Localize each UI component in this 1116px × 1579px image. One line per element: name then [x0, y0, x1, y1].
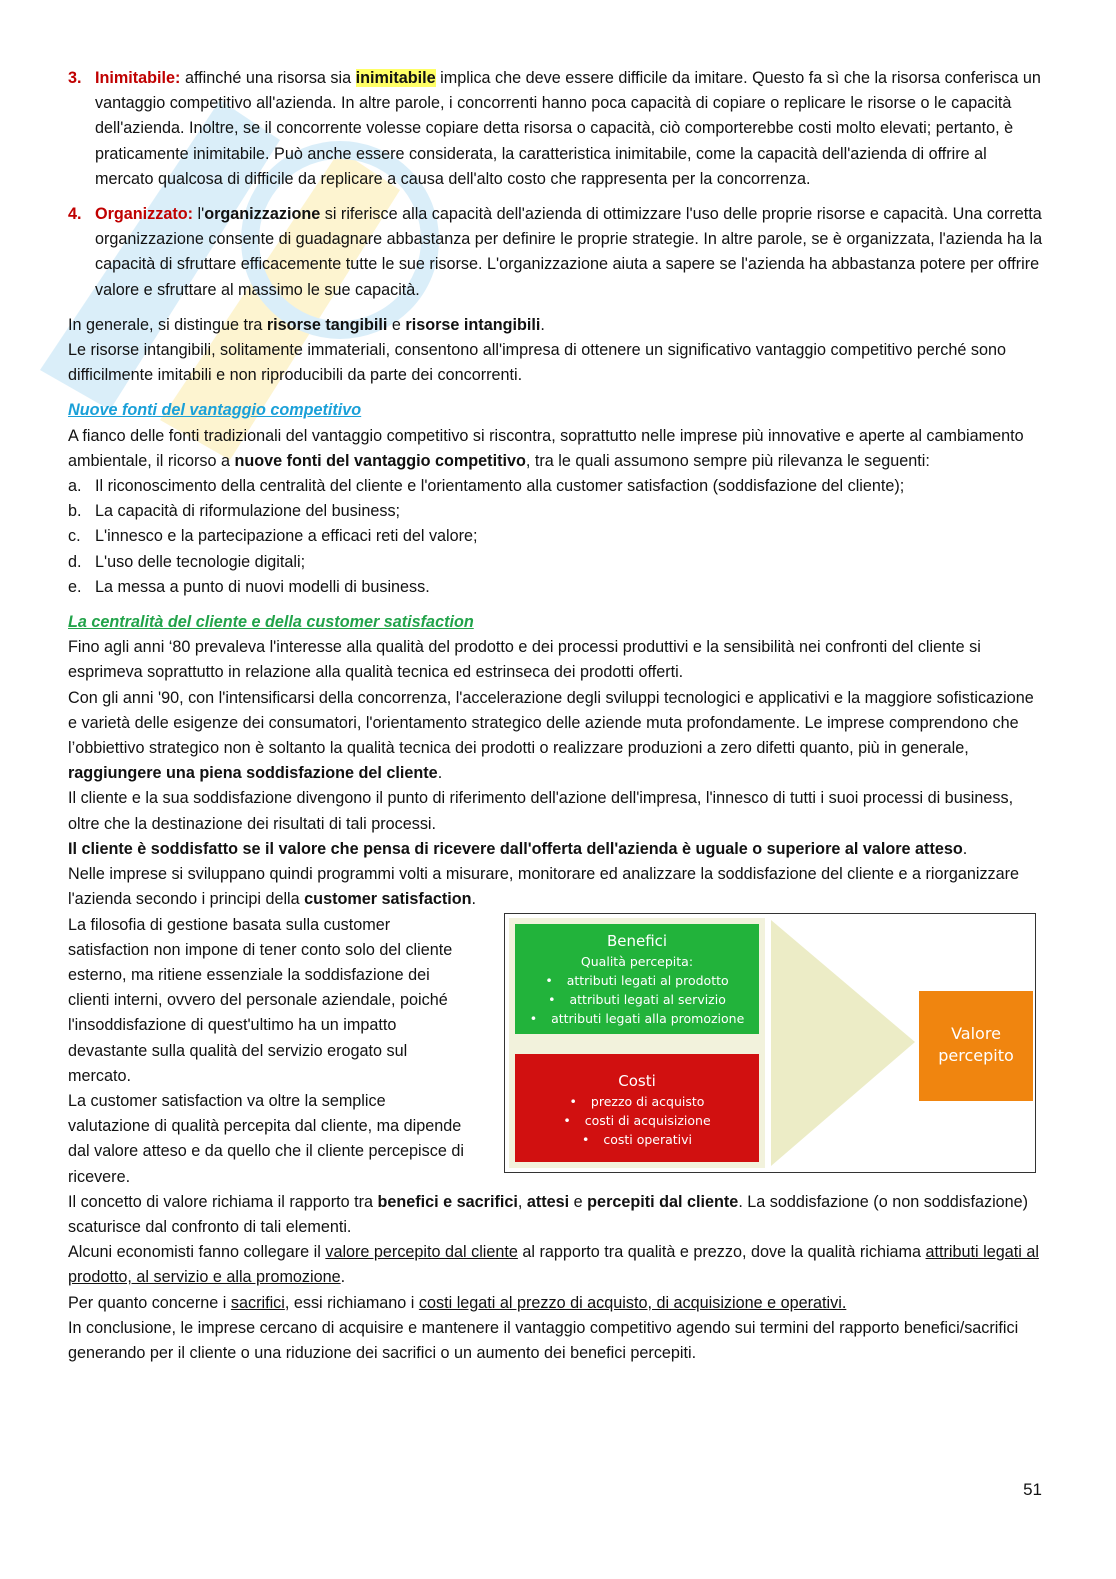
paragraph: Il concetto di valore richiama il rapporto tra benefici e sacrifici, attesi e percepiti dal cliente. La soddisfazione (o non soddisfazione) scaturisce dal confronto di tali elementi.	[68, 1192, 1029, 1236]
paragraph: Il cliente è soddisfatto se il valore che pensa di ricevere dall'offerta dell'azienda è uguale o superiore al valore atteso.	[68, 839, 968, 858]
list-item: b. La capacità di riformulazione del business;	[68, 502, 401, 521]
benefici-item: • attributi legati al prodotto	[515, 971, 759, 990]
item-label: Inimitabile:	[95, 69, 181, 87]
costi-box	[515, 1054, 759, 1162]
value-diagram	[504, 913, 1036, 1173]
paragraph: In generale, si distingue tra risorse tangibili e risorse intangibili.	[68, 315, 545, 334]
item-text: l'	[193, 205, 205, 224]
costi-item: • prezzo di acquisto	[515, 1092, 759, 1111]
item-text: affinché una risorsa sia	[180, 69, 356, 87]
costi-list	[515, 1092, 759, 1149]
lettered-list	[68, 474, 1046, 600]
item-number: 4.	[68, 205, 82, 224]
list-item-organizzato	[68, 202, 1046, 303]
paragraph: Con gli anni '90, con l'intensificarsi della concorrenza, l'accelerazione degli sviluppi tecnologici e applicativi e la maggiore sofisticazione e varietà delle esigenze dei consumatori, l'orientamento strategico delle aziende muta profondamente. Le imprese comprendono che l’obbiettivo strategico non è soltanto la qualità tecnica dei prodotti o realizzare produzioni a zero difetti quanto, più in generale, raggiungere una piena soddisfazione del cliente.	[68, 688, 1034, 783]
benefici-item: • attributi legati al servizio	[515, 990, 759, 1009]
benefici-title: Benefici	[606, 931, 668, 950]
list-item: d. L'uso delle tecnologie digitali;	[68, 552, 306, 571]
item-text: si riferisce alla capacità dell'azienda di ottimizzare l'uso delle proprie risorse e capacità. Una corretta organizzazione consente di guadagnare abbastanza per definire le proprie strategie. In altre parole, se è organizzata, l'azienda ha la capacità di sfruttare efficacemente tutte le sue risorse. L'organizzazione aiuta a sapere se l'azienda ha abbastanza potere per offrire valore e sfruttare al massimo le sue capacità.	[95, 205, 1043, 299]
paragraph: Per quanto concerne i sacrifici, essi richiamano i costi legati al prezzo di acquisto, di acquisizione e operativi.	[68, 1293, 847, 1312]
document-page	[68, 66, 1046, 1366]
benefici-subtitle: Qualità percepita:	[580, 953, 694, 969]
page-number: 51	[1023, 1480, 1042, 1499]
benefici-item: • attributi legati alla promozione	[515, 1009, 759, 1028]
costi-item: • costi di acquisizione	[515, 1111, 759, 1130]
benefici-list	[515, 971, 759, 1028]
item-number: 3.	[68, 69, 82, 87]
paragraph: La customer satisfaction va oltre la semplice valutazione di qualità percepita dal cliente, ma dipende dal valore atteso e da quello che il cliente percepisce di ricevere.	[68, 1091, 464, 1186]
figure-section	[68, 913, 1046, 1190]
costi-title: Costi	[618, 1071, 656, 1090]
bold-keyword: organizzazione	[204, 205, 321, 224]
paragraph: La filosofia di gestione basata sulla customer satisfaction non impone di tener conto solo del cliente esterno, ma ritiene essenziale la soddisfazione dei clienti interni, ovvero del personale aziendale, poiché l'insoddisfazione di quest'ultimo ha un impatto devastante sulla qualità del servizio erogato sul mercato.	[68, 915, 453, 1085]
paragraph: Alcuni economisti fanno collegare il valore percepito dal cliente al rapporto tra qualità e prezzo, dove la qualità richiama attributi legati al prodotto, al servizio e alla promozione.	[68, 1243, 1039, 1287]
paragraph: Le risorse intangibili, solitamente immateriali, consentono all'impresa di ottenere un significativo vantaggio competitivo perché sono difficilmente imitabili e non riproducibili da parte dei concorrenti.	[68, 341, 1006, 385]
section-title: Nuove fonti del vantaggio competitivo	[68, 401, 362, 420]
costi-item: • costi operativi	[515, 1130, 759, 1149]
list-item: a. Il riconoscimento della centralità del cliente e l'orientamento alla customer satisfaction (soddisfazione del cliente);	[68, 477, 905, 496]
paragraph: Fino agli anni ‘80 prevaleva l'interesse alla qualità del prodotto e dei processi produttivi e la sensibilità nei confronti del cliente si esprimeva soprattutto in relazione alla qualità tecnica ed estrinseca dei prodotti offerti.	[68, 638, 981, 682]
valore-line: percepito	[938, 1045, 1014, 1065]
list-item: e. La messa a punto di nuovi modelli di business.	[68, 577, 430, 596]
item-text: implica che deve essere difficile da imitare. Questo fa sì che la risorsa conferisca un vantaggio competitivo all'azienda. In altre parole, i concorrenti hanno poca capacità di copiare o replicare le risorse o le capacità dell'azienda. Inoltre, se il concorrente volesse copiare detta risorsa o capacità, ciò comporterebbe costi molto elevati; pertanto, è praticamente inimitabile. Può anche essere considerata, la caratteristica inimitabile, come la capacità dell'azienda di offrire al mercato qualcosa di difficile da replicare a causa dell'alto costo che rappresenta per la concorrenza.	[95, 69, 1041, 188]
highlighted-keyword: inimitabile	[355, 69, 436, 87]
benefici-box	[515, 924, 759, 1034]
paragraph: A fianco delle fonti tradizionali del vantaggio competitivo si riscontra, soprattutto nelle imprese più innovative e aperte al cambiamento ambientale, il ricorso a nuove fonti del vantaggio competitivo, tra le quali assumono sempre più rilevanza le seguenti:	[68, 426, 1024, 470]
paragraph: Nelle imprese si sviluppano quindi programmi volti a misurare, monitorare ed analizzare la soddisfazione del cliente e a riorganizzare l'azienda secondo i principi della customer satisfaction.	[68, 865, 1020, 909]
list-item-inimitabile	[68, 66, 1046, 192]
item-label: Organizzato:	[95, 205, 194, 224]
list-item: c. L'innesco e la partecipazione a efficaci reti del valore;	[68, 527, 478, 546]
valore-percepito-box	[919, 991, 1033, 1101]
paragraph: Il cliente e la sua soddisfazione divengono il punto di riferimento dell'azione dell'impresa, l'innesco di tutti i suoi processi di business, oltre che la destinazione dei risultati di tali processi.	[68, 789, 1014, 833]
paragraph: In conclusione, le imprese cercano di acquisire e mantenere il vantaggio competitivo agendo sui termini del rapporto benefici/sacrifici generando per il cliente o una riduzione dei sacrifici o un aumento dei benefici percepiti.	[68, 1318, 1019, 1362]
section-title: La centralità del cliente e della customer satisfaction	[68, 613, 474, 632]
valore-line: Valore	[951, 1023, 1001, 1043]
arrow-shape	[771, 920, 915, 1166]
